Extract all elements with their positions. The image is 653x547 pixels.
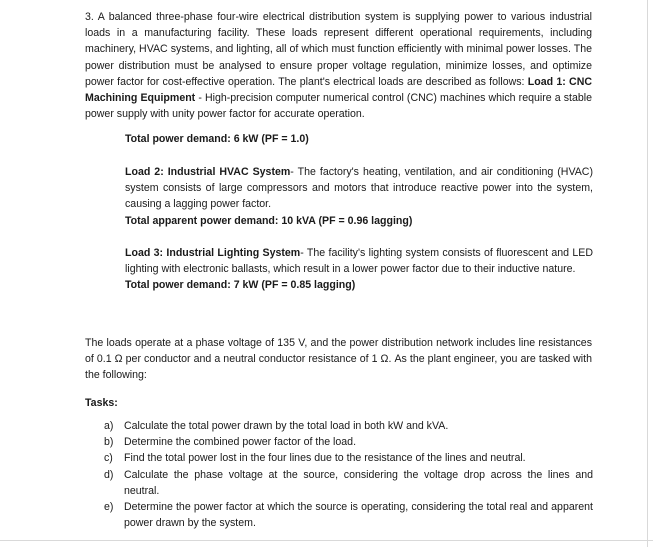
load2-title: Load 2: Industrial HVAC System <box>125 166 291 178</box>
task-item <box>104 499 593 531</box>
task-item <box>104 434 593 450</box>
intro-paragraph <box>85 9 592 122</box>
load3-total: Total power demand: 7 kW (PF = 0.85 lagging) <box>125 279 356 292</box>
load1-total: Total power demand: 6 kW (PF = 1.0) <box>125 133 309 145</box>
task-text: Determine the combined power factor of the load. <box>124 436 357 449</box>
task-marker: e) <box>104 501 114 514</box>
load3-description: - The facility's lighting system consists of fluorescent and LED lighting with electronic ballasts, which result in a lower power factor due to their inductive nature. <box>125 247 593 276</box>
task-item <box>104 418 593 434</box>
page-border-bottom <box>0 540 653 541</box>
task-marker: b) <box>104 436 114 449</box>
load1-block <box>125 131 593 147</box>
load2-block <box>125 164 593 229</box>
operation-text: The loads operate at a phase voltage of 135 V, and the power distribution network includes line resistances of 0.1 Ω per conductor and a neutral conductor resistance of 1 Ω. As the plant engineer, you are tasked with the following: <box>85 337 592 382</box>
load1-title: Load 1: CNC Machining Equipment <box>85 75 592 105</box>
load2-description: - The factory's heating, ventilation, and air conditioning (HVAC) system consists of large compressors and motors that introduce reactive power into the system, causing a lagging power factor. <box>125 166 593 211</box>
intro-text: 3. A balanced three-phase four-wire electrical distribution system is supplying power to various industrial loads in a manufacturing facility. These loads represent different operational requirements, including machinery, HVAC systems, and lighting, all of which must function efficiently with minimal power losses. The power distribution must be analysed to ensure proper voltage regulation, minimize losses, and optimize power factor for cost-effective operation. The plant's electrical loads are described as follows: <box>85 11 592 88</box>
tasks-heading: Tasks: <box>85 397 118 409</box>
load3-block <box>125 245 593 294</box>
task-marker: c) <box>104 452 113 465</box>
task-text: Determine the power factor at which the source is operating, considering the total real and apparent power drawn by the system. <box>124 501 593 530</box>
load3-title: Load 3: Industrial Lighting System <box>125 247 301 259</box>
load1-description: - High-precision computer numerical control (CNC) machines which require a stable power supply with unity power factor for accurate operation. <box>85 92 592 121</box>
task-marker: d) <box>104 468 114 481</box>
task-text: Calculate the phase voltage at the source, considering the voltage drop across the lines and neutral. <box>124 468 593 497</box>
task-item <box>104 467 593 499</box>
tasks-list <box>104 418 593 531</box>
task-marker: a) <box>104 420 114 432</box>
page-border-right <box>647 0 648 547</box>
load2-total: Total apparent power demand: 10 kVA (PF = 0.96 lagging) <box>125 214 413 227</box>
operation-paragraph <box>85 335 592 384</box>
task-text: Calculate the total power drawn by the total load in both kW and kVA. <box>124 420 449 432</box>
task-item <box>104 450 593 466</box>
task-text: Find the total power lost in the four lines due to the resistance of the lines and neutral. <box>124 452 526 465</box>
